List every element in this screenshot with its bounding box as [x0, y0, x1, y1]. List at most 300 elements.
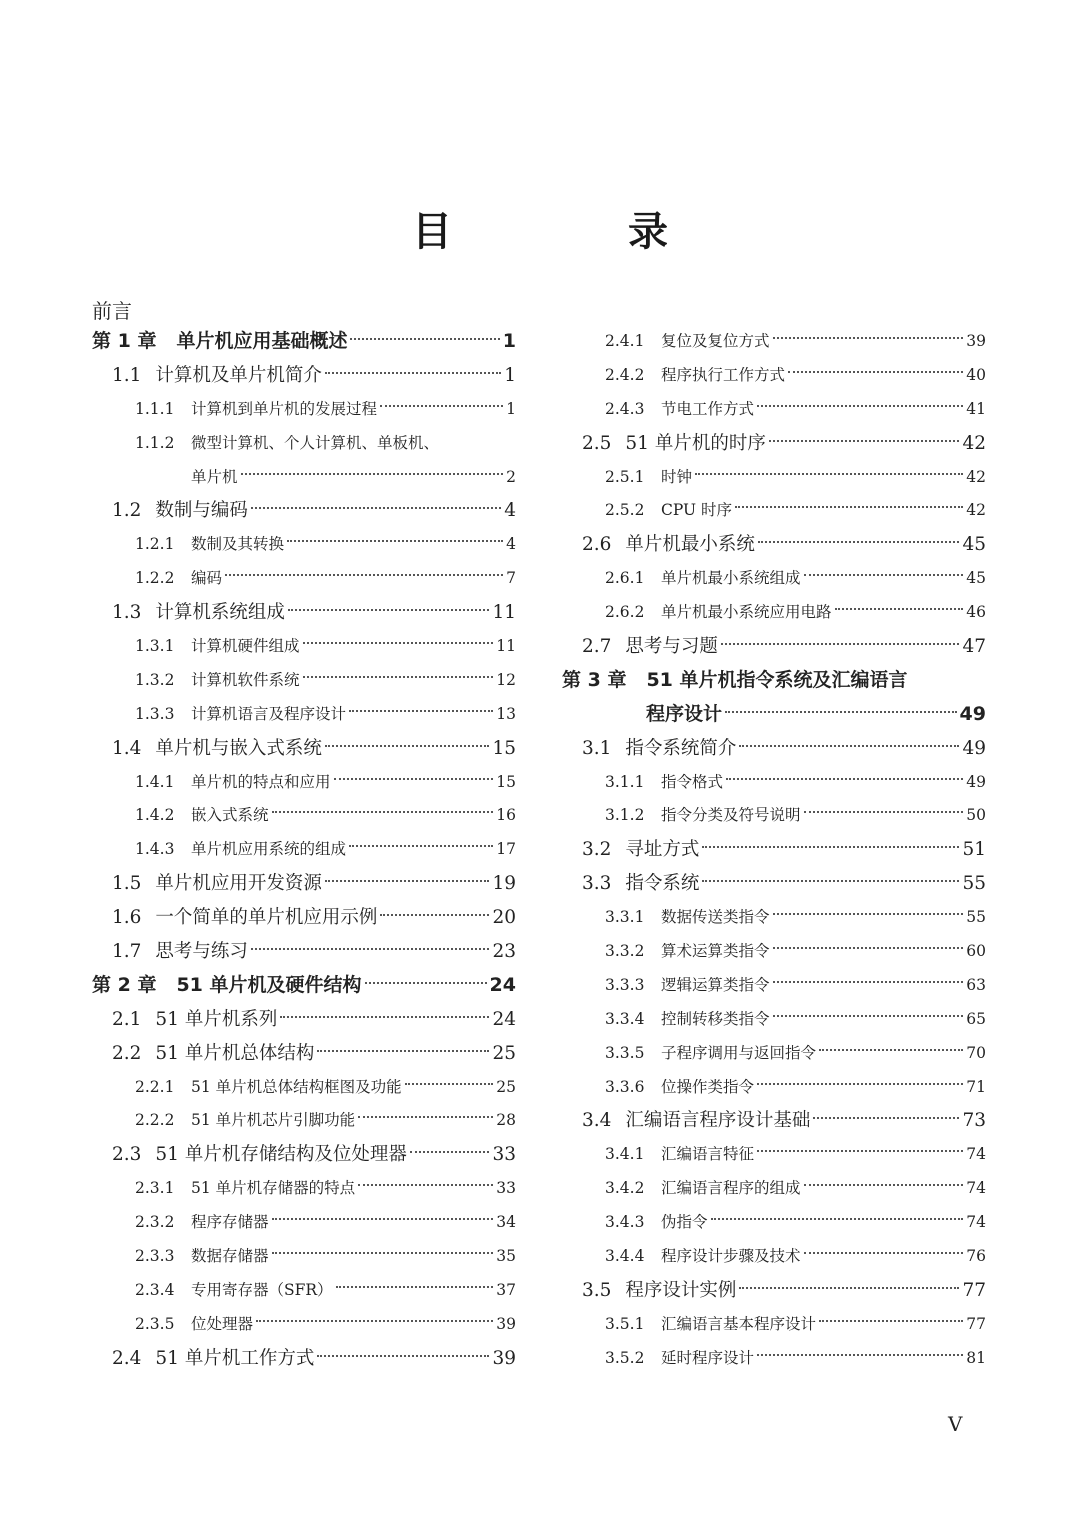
toc-entry-page: 1: [504, 364, 516, 386]
toc-entry-number: 2.3.3: [135, 1247, 175, 1266]
toc-entry-page: 23: [492, 941, 516, 963]
dot-leader: [735, 506, 963, 508]
toc-entry-page: 11: [496, 637, 516, 656]
toc-entry-title: 专用寄存器（SFR）: [191, 1280, 333, 1299]
toc-entry-number: 1.2: [112, 500, 142, 522]
toc-entry-page: 77: [966, 1314, 986, 1333]
dot-leader: [325, 745, 490, 747]
toc-entry-page: 42: [966, 501, 986, 520]
toc-entry-number: 1.6: [112, 907, 142, 929]
toc-entry-title: 51 单片机工作方式: [155, 1347, 315, 1369]
toc-entry[interactable]: [92, 935, 516, 969]
dot-leader: [241, 473, 504, 475]
dot-leader: [349, 845, 493, 847]
toc-entry-title: 位操作类指令: [661, 1077, 755, 1096]
toc-entry-title: 汇编语言特征: [661, 1145, 755, 1164]
toc-entry-number: 2.7: [582, 636, 612, 658]
toc-column-left: [92, 325, 516, 1376]
toc-entry[interactable]: [92, 528, 516, 562]
dot-leader: [711, 1218, 964, 1220]
toc-entry-title: 寻址方式: [625, 839, 700, 861]
toc-entry-page: 41: [966, 399, 986, 418]
toc-entry-number: 1.1.2: [135, 433, 175, 452]
dot-leader: [358, 1116, 493, 1118]
toc-entry-page: 2: [506, 467, 516, 486]
toc-entry-page: 13: [496, 704, 516, 723]
toc-entry-title: 微型计算机、个人计算机、单板机、: [191, 433, 440, 452]
toc-entry-page: 47: [962, 636, 986, 658]
dot-leader: [819, 1049, 963, 1051]
toc-entry[interactable]: [92, 1308, 516, 1342]
toc-entry-title: 单片机应用基础概述: [176, 330, 348, 352]
toc-entry-number: 3.4: [582, 1110, 612, 1132]
toc-entry-number: 3.3.6: [605, 1077, 645, 1096]
toc-entry[interactable]: [92, 664, 516, 698]
dot-leader: [804, 1252, 964, 1254]
toc-entry-title: 算术运算类指令: [661, 942, 770, 961]
toc-entry[interactable]: [562, 766, 986, 800]
toc-entry-page: 49: [959, 702, 986, 725]
page-number: V: [948, 1412, 963, 1436]
toc-entry[interactable]: [562, 427, 986, 461]
toc-entry-title: 子程序调用与返回指令: [661, 1043, 817, 1062]
toc-entry-number: 2.4.3: [605, 399, 645, 418]
dot-leader: [317, 1355, 489, 1357]
toc-entry[interactable]: [562, 461, 986, 495]
toc-entry[interactable]: [92, 393, 516, 427]
toc-entry-number: 3.3.2: [605, 942, 645, 961]
dot-leader: [325, 372, 501, 374]
toc-entry-page: 55: [962, 873, 986, 895]
toc-entry-page: 4: [504, 500, 516, 522]
toc-entry-title: 51 单片机存储器的特点: [191, 1179, 356, 1198]
toc-entry[interactable]: [92, 1206, 516, 1240]
toc-entry[interactable]: [562, 833, 986, 867]
toc-entry-page: 15: [492, 737, 516, 759]
toc-entry-number: 1.3.3: [135, 704, 175, 723]
toc-entry[interactable]: [562, 664, 986, 698]
toc-entry-title: 位处理器: [191, 1314, 254, 1333]
toc-entry-number: 2.6.1: [605, 569, 645, 588]
toc-entry-page: 19: [492, 873, 516, 895]
toc-entry[interactable]: [562, 1206, 986, 1240]
dot-leader: [702, 880, 959, 882]
toc-entry-page: 24: [489, 973, 516, 996]
toc-entry-number: 1.4.3: [135, 840, 175, 859]
toc-entry-page: 51: [962, 839, 986, 861]
toc-entry-number: 3.1.1: [605, 772, 645, 791]
toc-entry-number: 3.1: [582, 737, 612, 759]
toc-entry-page: 49: [966, 772, 986, 791]
toc-entry[interactable]: [92, 1342, 516, 1376]
toc-entry-title: 51 单片机系列: [155, 1008, 278, 1030]
dot-leader: [272, 811, 494, 813]
toc-entry[interactable]: [92, 630, 516, 664]
toc-entry[interactable]: [92, 494, 516, 528]
toc-entry-title: 数制与编码: [155, 500, 248, 522]
dot-leader: [788, 371, 963, 373]
dot-leader: [739, 1287, 959, 1289]
toc-entry-number: 3.4.2: [605, 1179, 645, 1198]
toc-entry[interactable]: [92, 427, 516, 461]
toc-entry-title: 51 单片机总体结构框图及功能: [191, 1077, 402, 1096]
toc-entry-page: 77: [962, 1279, 986, 1301]
dot-leader: [813, 1117, 959, 1119]
toc-entry-title: 时钟: [661, 467, 693, 486]
toc-entry-page: 60: [966, 942, 986, 961]
toc-entry-number: 3.3.4: [605, 1009, 645, 1028]
toc-entry-page: 73: [962, 1110, 986, 1132]
toc-entry-number: 2.6.2: [605, 603, 645, 622]
toc-entry-title: 指令分类及符号说明: [661, 806, 801, 825]
toc-entry-page: 39: [966, 332, 986, 350]
dot-leader: [272, 1252, 494, 1254]
toc-entry[interactable]: [562, 562, 986, 596]
toc-entry-page: 35: [496, 1247, 516, 1266]
toc-entry[interactable]: [92, 1003, 516, 1037]
toc-entry-number: 3.4.1: [605, 1145, 645, 1164]
dot-leader: [757, 1150, 963, 1152]
dot-leader: [757, 1354, 963, 1356]
toc-entry-number: 2.1: [112, 1008, 142, 1030]
toc-entry[interactable]: [562, 799, 986, 833]
toc-entry-page: 34: [496, 1213, 516, 1232]
toc-entry-page: 39: [496, 1314, 516, 1333]
toc-entry-title: 程序执行工作方式: [661, 365, 786, 384]
toc-entry-title: 思考与习题: [625, 636, 718, 658]
toc-entry-title: 单片机: [191, 467, 238, 486]
toc-entry-number: 3.2: [582, 839, 612, 861]
toc-entry-number: 1.1: [112, 364, 142, 386]
toc-entry[interactable]: [562, 325, 986, 359]
toc-entry-title: 汇编语言程序设计基础: [625, 1110, 811, 1132]
dot-leader: [349, 710, 493, 712]
toc-entry-page: 28: [496, 1111, 516, 1130]
toc-entry-number: 2.2.1: [135, 1077, 175, 1096]
dot-leader: [272, 1218, 494, 1220]
toc-entry[interactable]: [562, 1308, 986, 1342]
toc-entry-number: 1.3.1: [135, 637, 175, 656]
toc-entry-number: 3.4.3: [605, 1213, 645, 1232]
toc-entry-title: 指令格式: [661, 772, 724, 791]
toc-entry-page: 7: [506, 569, 516, 588]
toc-entry-title: 51 单片机芯片引脚功能: [191, 1111, 356, 1130]
dot-leader: [280, 1016, 489, 1018]
toc-entry-title: 一个简单的单片机应用示例: [155, 907, 378, 929]
dot-leader: [380, 914, 489, 916]
toc-entry-number: 2.4.1: [605, 332, 645, 350]
dot-leader: [317, 1050, 489, 1052]
toc-entry-title: 计算机到单片机的发展过程: [191, 399, 378, 418]
toc-entry-number: 3.3.1: [605, 908, 645, 927]
dot-leader: [336, 1286, 494, 1288]
toc-entry-page: 46: [966, 603, 986, 622]
toc-entry-title: 51 单片机指令系统及汇编语言: [646, 668, 908, 691]
toc-entry-title: 数据传送类指令: [661, 908, 770, 927]
toc-entry-number: 2.3.1: [135, 1179, 175, 1198]
toc-entry-title: 思考与练习: [155, 941, 248, 963]
toc-entry[interactable]: [92, 1240, 516, 1274]
dot-leader: [835, 608, 964, 610]
toc-entry-page: 63: [966, 975, 986, 994]
toc-entry[interactable]: [562, 1037, 986, 1071]
toc-entry-number: 第 3 章: [562, 668, 627, 691]
toc-entry-number: 2.2.2: [135, 1111, 175, 1130]
dot-leader: [225, 574, 503, 576]
dot-leader: [405, 1083, 494, 1085]
toc-entry-page: 39: [492, 1347, 516, 1369]
toc-entry-title: 单片机最小系统应用电路: [661, 603, 832, 622]
toc-entry[interactable]: [92, 969, 516, 1003]
toc-entry-number: 3.3.5: [605, 1043, 645, 1062]
dot-leader: [256, 1320, 493, 1322]
toc-entry-title: 延时程序设计: [661, 1348, 755, 1367]
dot-leader: [702, 846, 959, 848]
toc-entry-number: 3.4.4: [605, 1247, 645, 1266]
toc-entry-number: 1.5: [112, 873, 142, 895]
toc-entry-page: 33: [492, 1144, 516, 1166]
dot-leader: [739, 745, 959, 747]
toc-entry-number: 1.2.1: [135, 535, 175, 554]
toc-entry[interactable]: [92, 1037, 516, 1071]
toc-entry-page: 16: [496, 806, 516, 825]
toc-entry[interactable]: [562, 698, 986, 732]
toc-entry-title: 程序存储器: [191, 1213, 269, 1232]
toc-entry-number: 3.5.2: [605, 1348, 645, 1367]
toc-entry-page: 42: [966, 467, 986, 486]
toc-entry[interactable]: [562, 1240, 986, 1274]
toc-entry-page: 74: [966, 1213, 986, 1232]
toc-entry[interactable]: [562, 528, 986, 562]
dot-leader: [773, 1015, 964, 1017]
dot-leader: [380, 405, 503, 407]
page-title: 目 录: [412, 209, 736, 255]
toc-entry-number: 1.4: [112, 737, 142, 759]
toc-entry-page: 33: [496, 1179, 516, 1198]
toc-entry[interactable]: [92, 867, 516, 901]
toc-entry[interactable]: [562, 1071, 986, 1105]
toc-entry[interactable]: [92, 562, 516, 596]
toc-entry[interactable]: [562, 935, 986, 969]
toc-entry[interactable]: [92, 325, 516, 359]
toc-entry[interactable]: [92, 799, 516, 833]
toc-entry-page: 55: [966, 908, 986, 927]
toc-entry-number: 2.3.2: [135, 1213, 175, 1232]
toc-entry[interactable]: [562, 867, 986, 901]
toc-entry-number: 1.3.2: [135, 670, 175, 689]
toc-entry[interactable]: [92, 698, 516, 732]
toc-entry[interactable]: [562, 1003, 986, 1037]
toc-entry-page: 1: [502, 330, 516, 352]
toc-entry-page: 45: [962, 534, 986, 556]
toc-entry-page: 49: [962, 737, 986, 759]
dot-leader: [288, 609, 490, 611]
toc-entry[interactable]: [562, 732, 986, 766]
dot-leader: [725, 711, 957, 713]
toc-entry-page: 76: [966, 1247, 986, 1266]
toc-entry[interactable]: [562, 1342, 986, 1376]
dot-leader: [757, 1083, 963, 1085]
toc-entry[interactable]: [562, 1172, 986, 1206]
toc-preface[interactable]: 前言: [92, 299, 132, 323]
dot-leader: [325, 880, 490, 882]
toc-entry-page: 74: [966, 1145, 986, 1164]
toc-entry-title: 单片机应用开发资源: [155, 873, 322, 895]
toc-entry-title: 计算机软件系统: [191, 670, 300, 689]
toc-entry-number: 2.5: [582, 432, 612, 454]
dot-leader: [804, 1184, 964, 1186]
dot-leader: [804, 811, 964, 813]
toc-entry-page: 12: [496, 670, 516, 689]
toc-entry-title: 编码: [191, 569, 223, 588]
toc-entry-number: 2.6: [582, 534, 612, 556]
toc-entry[interactable]: [92, 461, 516, 495]
dot-leader: [773, 337, 964, 339]
toc-entry-number: 2.5.1: [605, 467, 645, 486]
toc-entry-number: 2.2: [112, 1042, 142, 1064]
toc-entry-title: CPU 时序: [661, 501, 733, 520]
toc-entry[interactable]: [92, 901, 516, 935]
toc-entry-number: 3.3.3: [605, 975, 645, 994]
toc-entry-page: 71: [966, 1077, 986, 1096]
toc-entry[interactable]: [92, 1104, 516, 1138]
toc-entry[interactable]: [562, 393, 986, 427]
dot-leader: [251, 507, 501, 509]
toc-entry[interactable]: [562, 969, 986, 1003]
toc-entry[interactable]: [562, 630, 986, 664]
toc-entry-title: 单片机应用系统的组成: [191, 840, 347, 859]
dot-leader: [303, 642, 494, 644]
dot-leader: [287, 540, 503, 542]
toc-entry-title: 汇编语言基本程序设计: [661, 1314, 817, 1333]
toc-entry-page: 37: [496, 1280, 516, 1299]
toc-entry-title: 51 单片机存储结构及位处理器: [155, 1144, 407, 1166]
toc-entry-page: 15: [496, 772, 516, 791]
toc-entry-number: 1.2.2: [135, 569, 175, 588]
toc-entry[interactable]: [92, 1071, 516, 1105]
toc-entry-title: 单片机最小系统组成: [661, 569, 801, 588]
toc-entry-number: 3.5: [582, 1279, 612, 1301]
toc-entry-number: 2.3.4: [135, 1280, 175, 1299]
toc-entry-number: 3.1.2: [605, 806, 645, 825]
dot-leader: [695, 473, 963, 475]
toc-entry-title: 计算机语言及程序设计: [191, 704, 347, 723]
toc-entry-page: 4: [506, 535, 516, 554]
toc-entry[interactable]: [92, 766, 516, 800]
dot-leader: [358, 1184, 493, 1186]
toc-entry[interactable]: [92, 359, 516, 393]
toc-entry[interactable]: [92, 833, 516, 867]
toc-entry-number: 2.5.2: [605, 501, 645, 520]
toc-entry-page: 24: [492, 1008, 516, 1030]
toc-entry[interactable]: [562, 359, 986, 393]
toc-entry[interactable]: [562, 1274, 986, 1308]
toc-entry-page: 70: [966, 1043, 986, 1062]
toc-entry-page: 74: [966, 1179, 986, 1198]
dot-leader: [365, 982, 487, 984]
dot-leader: [804, 574, 964, 576]
toc-entry-page: 42: [962, 432, 986, 454]
toc-entry-page: 1: [506, 399, 516, 418]
toc-entry-page: 81: [966, 1348, 986, 1367]
toc-entry-title: 程序设计实例: [625, 1279, 737, 1301]
dot-leader: [350, 338, 499, 340]
toc-entry-title: 指令系统简介: [625, 737, 737, 759]
toc-entry-number: 1.4.2: [135, 806, 175, 825]
toc-entry-title: 控制转移类指令: [661, 1009, 770, 1028]
toc-entry-title: 单片机与嵌入式系统: [155, 737, 322, 759]
toc-entry-title: 逻辑运算类指令: [661, 975, 770, 994]
dot-leader: [773, 913, 964, 915]
toc-entry[interactable]: [92, 596, 516, 630]
toc-entry-page: 50: [966, 806, 986, 825]
toc-entry-number: 第 2 章: [92, 973, 157, 996]
toc-entry-page: 65: [966, 1009, 986, 1028]
toc-entry-title: 单片机的特点和应用: [191, 772, 331, 791]
toc-entry[interactable]: [562, 494, 986, 528]
dot-leader: [769, 440, 960, 442]
toc-entry-title: 51 单片机及硬件结构: [176, 973, 362, 996]
dot-leader: [721, 643, 960, 645]
toc-entry[interactable]: [562, 596, 986, 630]
toc-entry-title: 复位及复位方式: [661, 332, 770, 350]
toc-entry-title: 计算机硬件组成: [191, 637, 300, 656]
toc-entry[interactable]: [92, 1138, 516, 1172]
toc-entry-title: 指令系统: [625, 873, 700, 895]
dot-leader: [819, 1320, 963, 1322]
toc-entry-page: 40: [966, 365, 986, 384]
toc-entry[interactable]: [562, 901, 986, 935]
dot-leader: [410, 1151, 490, 1153]
dot-leader: [251, 948, 490, 950]
toc-entry-title: 程序设计: [646, 702, 723, 725]
toc-entry-number: 1.3: [112, 602, 142, 624]
toc-entry-title: 汇编语言程序的组成: [661, 1179, 801, 1198]
toc-entry-number: 1.7: [112, 941, 142, 963]
toc-entry[interactable]: [92, 1172, 516, 1206]
toc-entry-title: 51 单片机总体结构: [155, 1042, 315, 1064]
toc-entry-number: 2.3.5: [135, 1314, 175, 1333]
toc-entry[interactable]: [92, 732, 516, 766]
dot-leader: [757, 405, 963, 407]
toc-entry-title: 节电工作方式: [661, 399, 755, 418]
toc-entry-title: 数制及其转换: [191, 535, 285, 554]
toc-entry-page: 25: [496, 1077, 516, 1096]
toc-entry[interactable]: [562, 1138, 986, 1172]
dot-leader: [758, 541, 960, 543]
toc-entry-page: 11: [492, 602, 516, 624]
toc-entry-title: 嵌入式系统: [191, 806, 269, 825]
toc-entry-title: 伪指令: [661, 1213, 708, 1232]
dot-leader: [726, 778, 963, 780]
toc-entry-title: 51 单片机的时序: [625, 432, 766, 454]
toc-entry-page: 17: [496, 840, 516, 859]
toc-entry-number: 2.3: [112, 1144, 142, 1166]
toc-entry-title: 数据存储器: [191, 1247, 269, 1266]
toc-entry[interactable]: [562, 1104, 986, 1138]
dot-leader: [773, 981, 964, 983]
toc-entry-title: 单片机最小系统: [625, 534, 755, 556]
toc-entry[interactable]: [92, 1274, 516, 1308]
toc-entry-page: 45: [966, 569, 986, 588]
toc-entry-number: 2.4.2: [605, 365, 645, 384]
toc-entry-title: 程序设计步骤及技术: [661, 1247, 801, 1266]
toc-entry-title: 计算机及单片机简介: [155, 364, 322, 386]
toc-entry-number: 第 1 章: [92, 330, 157, 352]
dot-leader: [773, 947, 964, 949]
toc-entry-number: 1.4.1: [135, 772, 175, 791]
dot-leader: [334, 778, 494, 780]
